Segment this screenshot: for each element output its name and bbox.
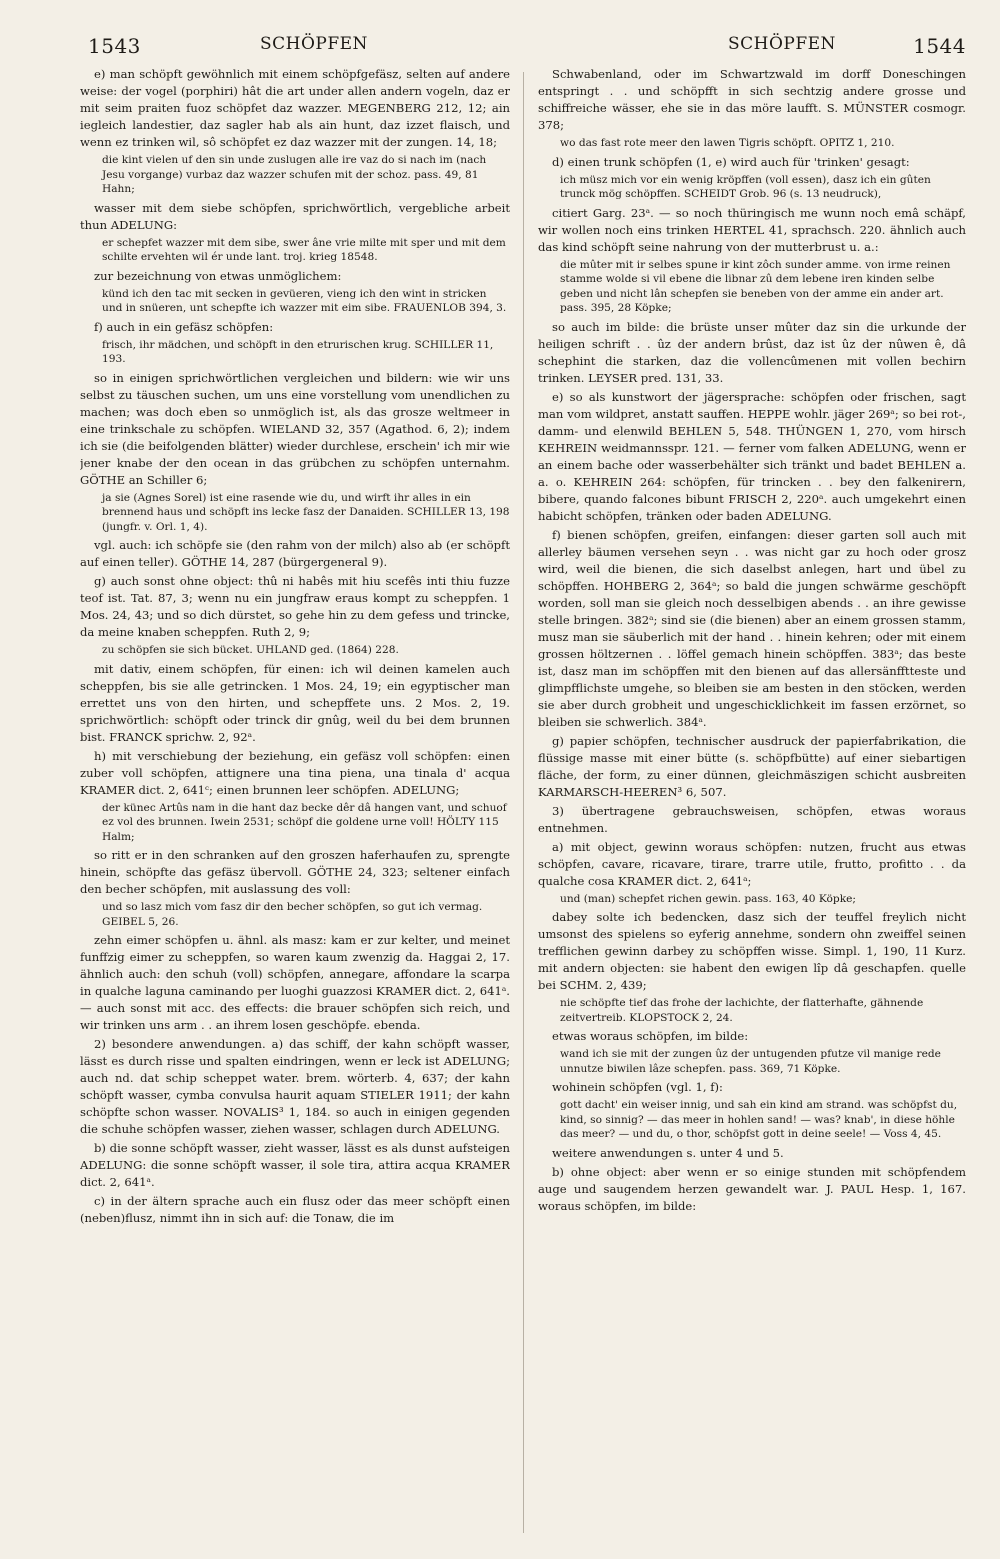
column-divider	[523, 72, 524, 1533]
entry-paragraph: so auch im bilde: die brüste unser mûter daz sin die urkunde der heiligen schrift . . ûz der andern brûst, daz ist ûz der nûwen ê, dâ schephint die starken, daz die vollencûmenen mit vollen bechirn trinken. LEYSER pred. 131, 33.	[538, 319, 966, 385]
entry-paragraph: e) so als kunstwort der jägersprache: schöpfen oder frischen, sagt man vom wildpret, anstatt sauffen. HEPPE wohlr. jäger 269ᵃ; so bei rot-, damm- und elenwild BEHLEN 5, 548. THÜNGEN 1, 270, vom hirsch KEHREIN weidmannsspr. 121. — ferner vom falken ADELUNG, wenn er an einem bache oder wasserbehälter sich tränkt und badet BEHLEN a. a. o. KEHREIN 264: schöpfen, für trincken . . bey den falkenirern, bibere, quando falcones bibunt FRISCH 2, 220ᵃ. auch umgekehrt einen habicht schöpfen, tränken oder baden ADELUNG.	[538, 389, 966, 523]
quotation-block: ich müsz mich vor ein wenig kröpffen (voll essen), dasz ich ein gûten trunck mög schöpffen. SCHEIDT Grob. 96 (s. 13 neudruck),	[560, 173, 931, 200]
entry-paragraph: a) mit object, gewinn woraus schöpfen: nutzen, frucht aus etwas schöpfen, cavare, ricavare, tirare, trarre utile, frutto, profitto . . da qualche cosa KRAMER dict. 2, 641ᵃ;	[538, 839, 966, 888]
entry-paragraph: d) einen trunk schöpfen (1, e) wird auch für 'trinken' gesagt:	[552, 154, 910, 169]
entry-paragraph: weitere anwendungen s. unter 4 und 5.	[552, 1145, 784, 1160]
entry-paragraph: 2) besondere anwendungen. a) das schiff, der kahn schöpft wasser, lässt es durch risse und spalten eindringen, wenn er leck ist ADELUNG; auch nd. dat schip scheppet water. brem. wörterb. 4, 637; der kahn schöpft wasser, cymba convulsa haurit aquam STIELER 1911; der kahn schöpfte schon wasser. NOVALIS³ 1, 184. so auch in einigen gegenden die schuhe schöpfen wasser, ziehen wasser, schlagen durch ADELUNG.	[80, 1037, 510, 1136]
entry-paragraph: wohinein schöpfen (vgl. 1, f):	[552, 1080, 723, 1094]
entry-paragraph: b) ohne object: aber wenn er so einige stunden mit schöpfendem auge und saugendem herzen gewandelt war. J. PAUL Hesp. 1, 167. woraus schöpfen, im bilde:	[538, 1164, 966, 1213]
entry-paragraph: 3) übertragene gebrauchsweisen, schöpfen, etwas woraus entnehmen.	[538, 803, 966, 835]
entry-paragraph: so in einigen sprichwörtlichen vergleichen und bildern: wie wir uns selbst zu täuschen suchen, um uns eine vorstellung vom unendlichen zu machen; was doch eben so unmöglich ist, als das grosze weltmeer in eine trinkschale zu schöpfen. WIELAND 32, 357 (Agathod. 6, 2); indem ich sie (die beifolgenden blätter) wieder durchlese, erschein' ich mir wie jener knabe der den ocean in das grübchen zu schöpfen unternahm. GÖTHE an Schiller 6;	[80, 370, 510, 487]
entry-paragraph: zehn eimer schöpfen u. ähnl. als masz: kam er zur kelter, und meinet funffzig eimer zu scheppfen, so waren kaum zwenzig da. Haggai 2, 17. ähnlich auch: den schuh (voll) schöpfen, annegare, affondare la scarpa in qualche laguna caminando per luoghi guazzosi KRAMER dict. 2, 641ᵃ. — auch sonst mit acc. des effects: die brauer schöpfen sich reich, und wir trinken uns arm . . an ihrem losen geschöpfe. ebenda.	[80, 933, 510, 1032]
entry-paragraph: f) auch in ein gefäsz schöpfen:	[94, 319, 274, 334]
entry-paragraph: g) papier schöpfen, technischer ausdruck der papierfabrikation, die flüssige masse mit einer bütte (s. schöpfbütte) auf einer siebartigen fläche, der form, zu einer dünnen, gleichmäszigen schicht ausbreiten KARMARSCH-HEEREN³ 6, 507.	[538, 733, 966, 799]
quotation-block: ja sie (Agnes Sorel) ist eine rasende wie du, und wirft ihr alles in ein brennend haus und schöpft ins lecke fasz der Danaiden. SCHILLER 13, 198 (jungfr. v. Orl. 1, 4).	[102, 491, 510, 533]
quotation-block: frisch, ihr mädchen, und schöpft in den etrurischen krug. SCHILLER 11, 193.	[102, 338, 494, 365]
quotation-block: nie schöpfte tief das frohe der lachichte, der flatterhafte, gähnende zeitvertreib. KLOPSTOCK 2, 24.	[560, 997, 924, 1024]
quotation-block: und (man) schepfet richen gewin. pass. 163, 40 Köpke;	[560, 892, 856, 905]
running-headword-left: SCHÖPFEN	[260, 34, 368, 54]
entry-paragraph: citiert Garg. 23ᵃ. — so noch thüringisch me wunn noch emâ schäpf, wir wollen noch eins trinken HERTEL 41, sprachsch. 220. ähnlich auch das kind schöpft seine nahrung von der mutterbrust u. a.:	[538, 205, 966, 254]
quotation-block: und so lasz mich vom fasz dir den becher schöpfen, so gut ich vermag. GEIBEL 5, 26.	[102, 901, 483, 928]
page-number-right: 1544	[913, 34, 966, 58]
entry-paragraph: b) die sonne schöpft wasser, zieht wasser, lässt es als dunst aufsteigen ADELUNG: die sonne schöpft wasser, il sole tira, attira acqua KRAMER dict. 2, 641ᵃ.	[80, 1141, 510, 1189]
entry-paragraph: mit dativ, einem schöpfen, für einen: ich wil deinen kamelen auch scheppfen, bis sie alle getrincken. 1 Mos. 24, 19; ein egyptischer man errettet uns von den hirten, und schepffete uns. 2 Mos. 2, 19. sprichwörtlich: schöpft oder trinck dir gnûg, weil du bei dem brunnen bist. FRANCK sprichw. 2, 92ᵃ.	[80, 661, 510, 744]
left-column	[80, 66, 510, 1533]
quotation-block: gott dacht' ein weiser innig, und sah ein kind am strand. was schöpfst du, kind, so sinnig? — das meer in hohlen sand! — was? knab', in diese höhle das meer? — und du, o thor, schöpfst gott in deine seele! — Voss 4, 45.	[560, 1099, 958, 1140]
entry-paragraph: e) man schöpft gewöhnlich mit einem schöpfgefäsz, selten auf andere weise: der vogel (porphiri) hât die art under allen andern vogeln, daz er mit seim praiten fuoz schöpfet daz wazzer. MEGENBERG 212, 12; ain iegleich landestier, daz sagler hab als ain hunt, daz izzet flaisch, und wenn ez trinken wil, sô schöpfet ez daz wazzer mit der zungen. 14, 18;	[80, 67, 510, 149]
page-header	[80, 34, 966, 58]
running-headword-right: SCHÖPFEN	[728, 34, 836, 54]
entry-paragraph: h) mit verschiebung der beziehung, ein gefäsz voll schöpfen: einen zuber voll schöpfen, attignere una tina piena, una tinala d' acqua KRAMER dict. 2, 641ᶜ; einen brunnen leer schöpfen. ADELUNG;	[80, 748, 510, 797]
entry-paragraph: vgl. auch: ich schöpfe sie (den rahm von der milch) also ab (er schöpft auf einen teller). GÖTHE 14, 287 (bürgergeneral 9).	[80, 538, 510, 569]
entry-paragraph: g) auch sonst ohne object: thû ni habês mit hiu scefês inti thiu fuzze teof ist. Tat. 87, 3; wenn nu ein jungfraw eraus kompt zu scheppfen. 1 Mos. 24, 43; und so dich dürstet, so gehe hin zu dem gefess und trincke, da meine knaben scheppfen. Ruth 2, 9;	[80, 574, 510, 639]
entry-paragraph: f) bienen schöpfen, greifen, einfangen: dieser garten soll auch mit allerley bäumen versehen seyn . . was nicht gar zu hoch oder grosz wird, weil die bienen, die sich daselbst anlegen, hart und übel zu schöpffen. HOHBERG 2, 364ᵃ; so bald die jungen schwärme geschöpft worden, soll man sie gleich noch desselbigen abends . . an ihre gewisse stelle bringen. 382ᵃ; sind sie (die bienen) aber an einem grossen stamm, musz man sie säuberlich mit der hand . . hinein kehren; oder mit einem grossen höltzernen . . löffel gemach hinein schöpffen. 383ᵃ; das beste ist, dasz man im schöpffen mit den bienen auf das allersänfftteste und glimpfflichste umgehe, so bleiben sie am besten in den stöcken, werden sie aber durch grobheit und ungeschicklichkeit im fassen erzörnet, so bleiben sie schwerlich. 384ᵃ.	[538, 527, 966, 729]
entry-paragraph: Schwabenland, oder im Schwartzwald im dorff Doneschingen entspringt . . und schöpfft in sich sechtzig andere grosse und schiffreiche wässer, ehe sie in das möre laufft. S. MÜNSTER cosmogr. 378;	[538, 67, 966, 132]
quotation-block: der künec Artûs nam in die hant daz becke dêr dâ hangen vant, und schuof ez vol des brunnen. Iwein 2531; schöpf die goldene urne voll! HÖLTY 115 Halm;	[102, 801, 507, 843]
right-column	[538, 66, 966, 1533]
quotation-block: künd ich den tac mit secken in gevüeren, vieng ich den wint in stricken und in snüeren, unt schepfte ich wazzer mit eim sibe. FRAUENLOB 394, 3.	[102, 287, 507, 314]
quotation-block: wand ich sie mit der zungen ûz der untugenden pfutze vil manige rede unnutze biwilen lâze schepfen. pass. 369, 71 Köpke.	[560, 1048, 941, 1075]
text-columns	[80, 66, 966, 1533]
entry-paragraph: c) in der ältern sprache auch ein flusz oder das meer schöpft einen (neben)flusz, nimmt ihn in sich auf: die Tonaw, die im	[80, 1194, 510, 1225]
quotation-block: wo das fast rote meer den lawen Tigris schöpft. OPITZ 1, 210.	[560, 137, 895, 149]
entry-paragraph: etwas woraus schöpfen, im bilde:	[552, 1029, 749, 1043]
entry-paragraph: zur bezeichnung von etwas unmöglichem:	[94, 268, 342, 283]
page-number-left: 1543	[88, 34, 141, 58]
entry-paragraph: wasser mit dem siebe schöpfen, sprichwörtlich, vergebliche arbeit thun ADELUNG:	[80, 200, 510, 232]
entry-paragraph: dabey solte ich bedencken, dasz sich der teuffel freylich nicht umsonst des spielens so eyferig annehme, sondern ohn zweiffel seinen trefflichen gewinn darbey zu schöpffen wisse. Simpl. 1, 190, 11 Kurz. mit andern objecten: sie habent den ewigen lîp dâ geschapfen. quelle bei SCHM. 2, 439;	[538, 910, 966, 992]
quotation-block: zu schöpfen sie sich bücket. UHLAND ged. (1864) 228.	[102, 644, 399, 656]
quotation-block: er schepfet wazzer mit dem sibe, swer âne vrie milte mit sper und mit dem schilte ervehten wil ér unde lant. troj. krieg 18548.	[102, 236, 506, 263]
entry-paragraph: so ritt er in den schranken auf den groszen haferhaufen zu, sprengte hinein, schöpfte das gefäsz übervoll. GÖTHE 24, 323; seltener einfach den becher schöpfen, mit auslassung des voll:	[80, 848, 510, 896]
quotation-block: die kint vielen uf den sin unde zuslugen alle ire vaz do si nach im (nach Jesu vorgange) vurbaz daz wazzer schufen mit der schoz. pass. 49, 81 Hahn;	[102, 154, 487, 195]
quotation-block: die mûter mit ir selbes spune ir kint zôch sunder amme. von irme reinen stamme wolde si vil ebene die libnar zû dem lebene iren kinden selbe geben und nicht lân schepfen sie beneben von der amme ein ander art. pass. 395, 28 Köpke;	[560, 258, 951, 314]
